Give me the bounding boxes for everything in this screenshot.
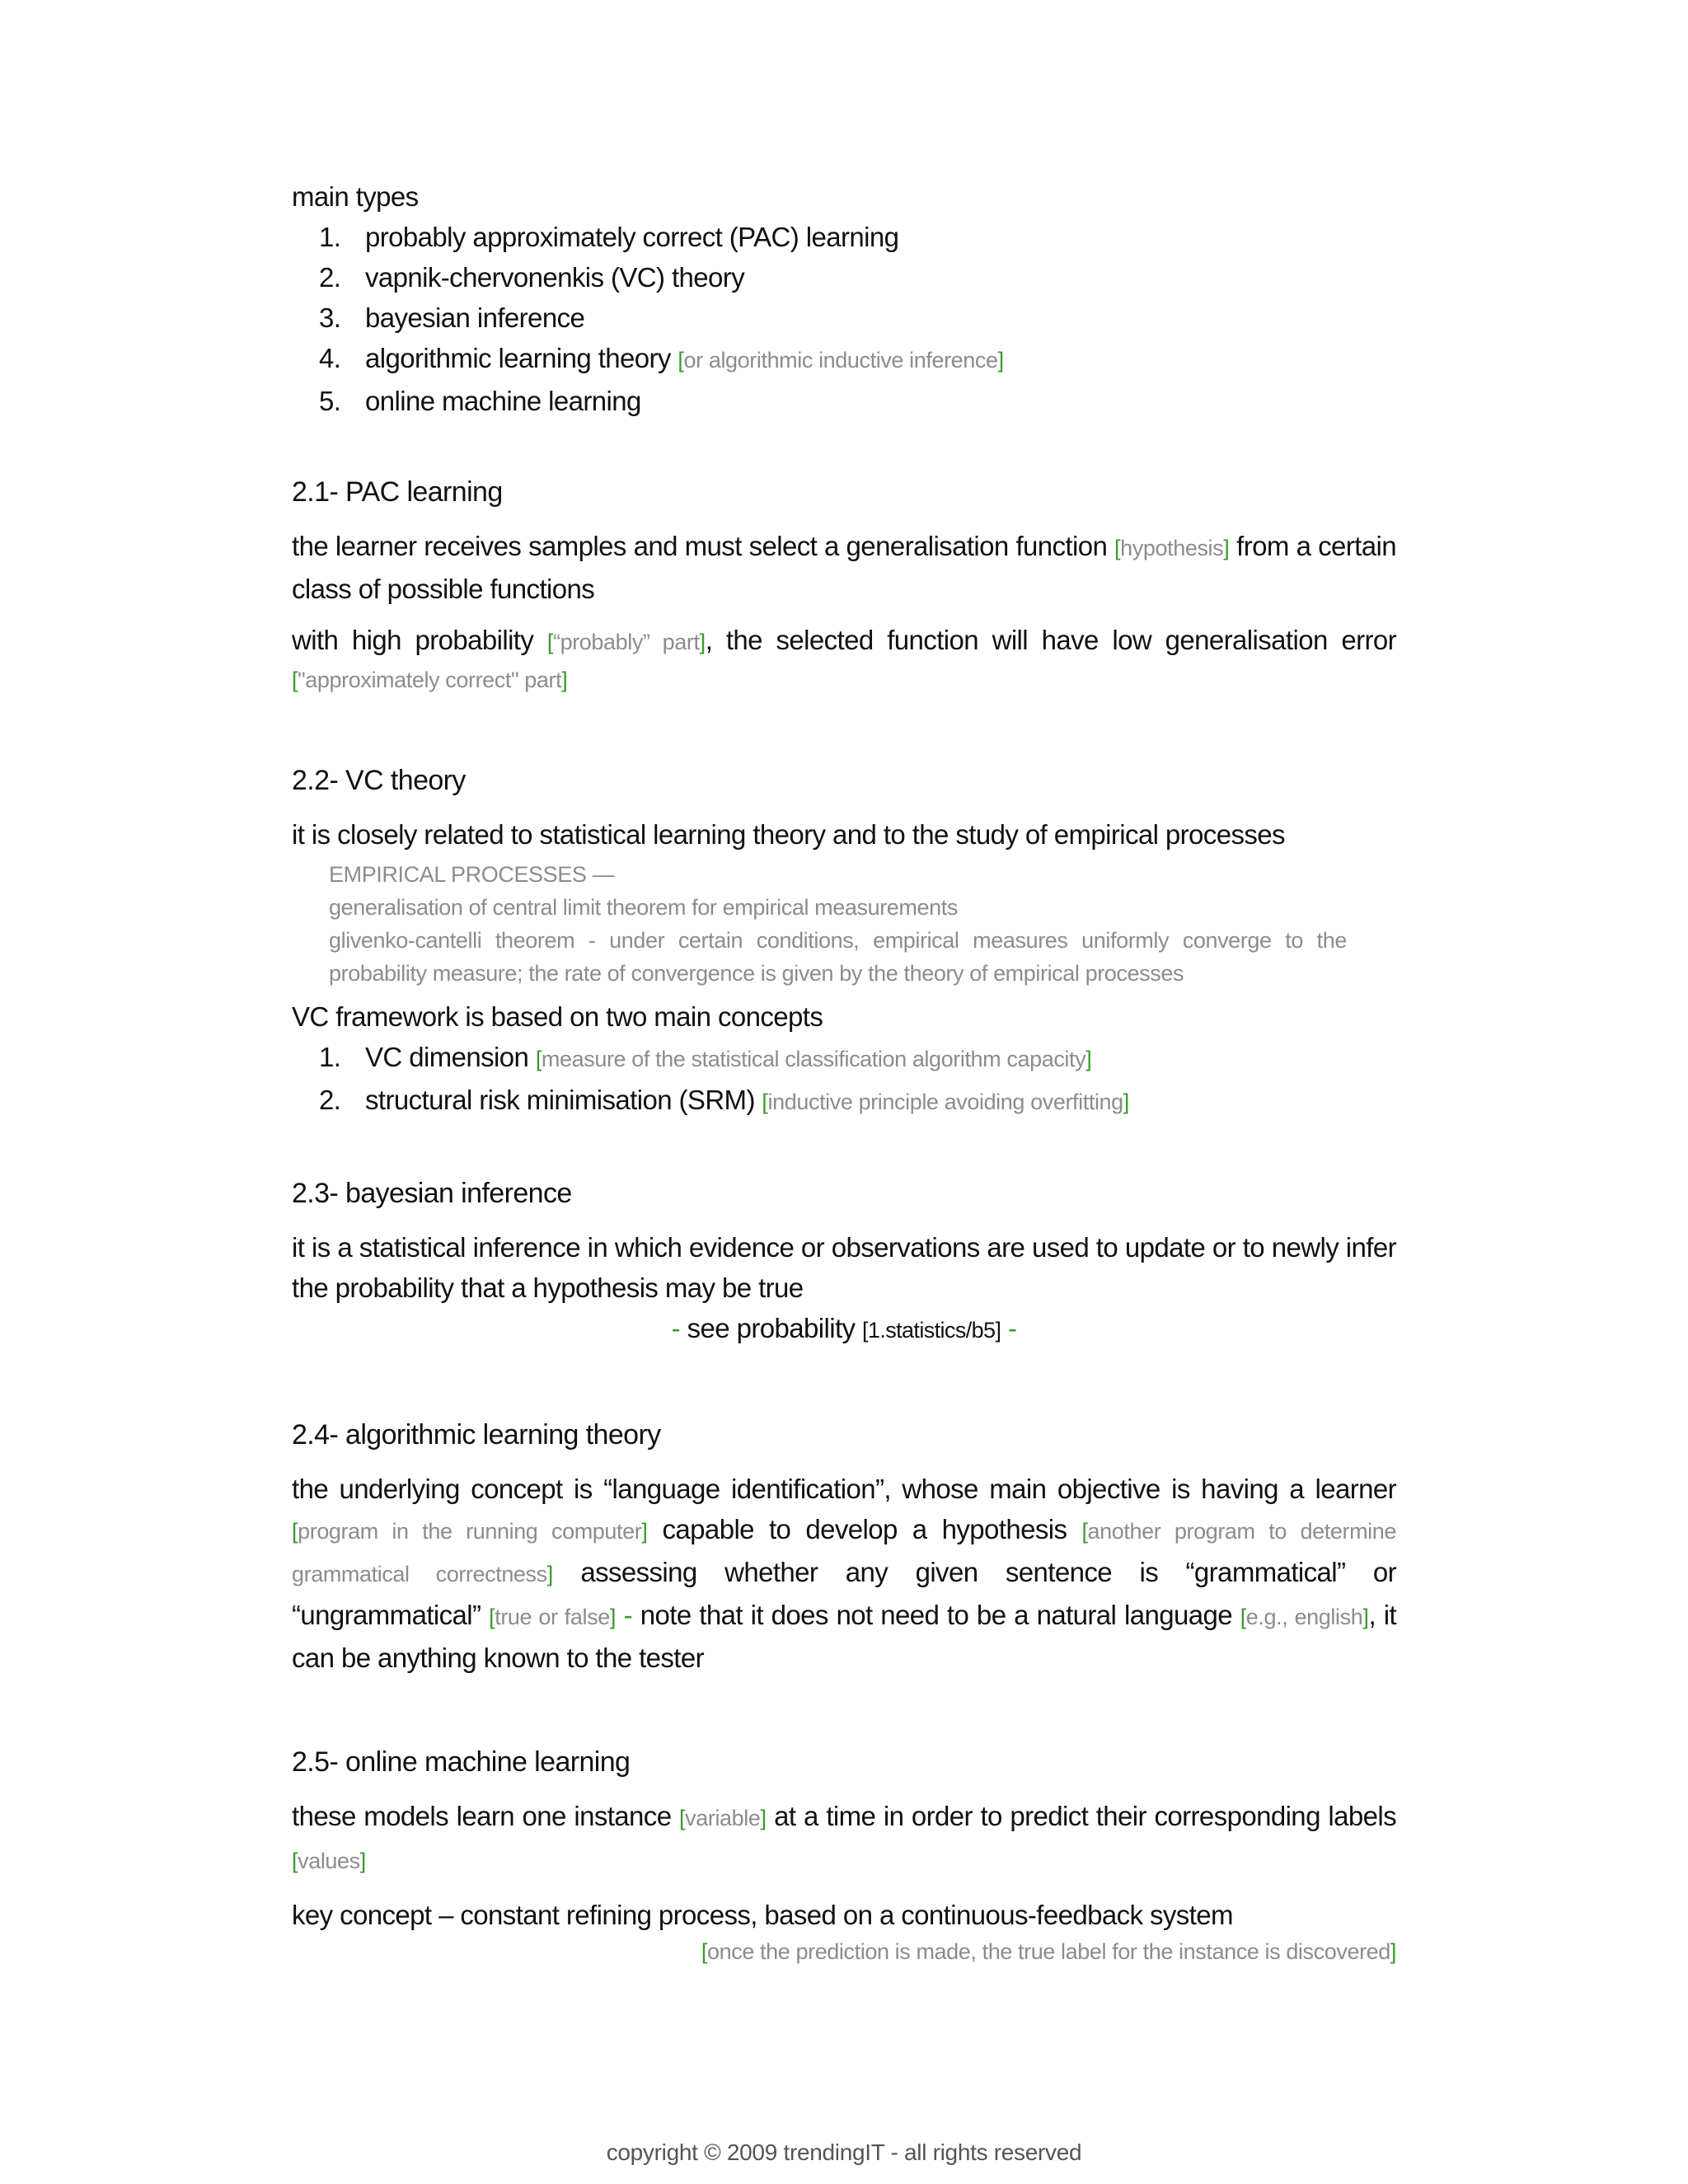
list-item: 2. structural risk minimisation (SRM) [inductive principle avoiding overfitting] — [319, 1085, 1129, 1115]
see-also-reference: - see probability [1.statistics/b5] - — [671, 1313, 1017, 1343]
paragraph: it is a statistical inference in which evidence or observations are used to update or to newly infer the probability that a hypothesis may be true — [292, 1232, 1396, 1303]
paragraph: the learner receives samples and must select a generalisation function [hypothesis] from a certain class of possible functions — [292, 531, 1396, 604]
bracket-note: [hypothesis] — [1114, 536, 1230, 560]
copyright-footer: copyright © 2009 trendingIT - all rights reserved — [606, 2139, 1082, 2165]
document-page — [292, 176, 1396, 1968]
bracket-note: [another program to determine grammatical correctness] — [292, 1519, 1396, 1586]
section-heading-algorithmic: 2.4- algorithmic learning theory — [292, 1419, 661, 1451]
paragraph: VC framework is based on two main concepts — [292, 1001, 823, 1032]
vc-concepts-list — [292, 1037, 1396, 1122]
list-item: 1. VC dimension [measure of the statistical classification algorithm capacity] — [319, 1042, 1092, 1072]
section-heading-pac: 2.1- PAC learning — [292, 476, 503, 508]
bracket-note: [variable] — [679, 1806, 767, 1830]
list-item: 4. algorithmic learning theory [or algorithmic inductive inference] — [319, 343, 1004, 373]
section-heading-bayesian: 2.3- bayesian inference — [292, 1178, 572, 1209]
paragraph: the underlying concept is “language identification”, whose main objective is having a learner [program in the running computer] capable to develop a hypothesis [another program to determine grammatical correctness] assessing whether any given sentence is “grammatical” or “ungrammatical” [true or false] - note that it does not need to be a natural language [e.g., english], it can be anything known to the tester — [292, 1474, 1396, 1673]
bracket-note: [measure of the statistical classification algorithm capacity] — [535, 1047, 1092, 1071]
list-item: 5. online machine learning — [319, 386, 641, 416]
bracket-note: [“probably” part] — [546, 630, 706, 654]
section-heading-vc: 2.2- VC theory — [292, 765, 466, 796]
list-item: 1. probably approximately correct (PAC) learning — [319, 222, 899, 252]
bracket-note: [program in the running computer] — [292, 1519, 648, 1544]
paragraph: these models learn one instance [variable] at a time in order to predict their corresponding labels [values] — [292, 1801, 1396, 1873]
main-types-list — [292, 217, 1396, 421]
bracket-note: [once the prediction is made, the true label for the instance is discovered] — [701, 1939, 1396, 1964]
bracket-note: [inductive principle avoiding overfitting] — [762, 1090, 1129, 1114]
empirical-processes-note: EMPIRICAL PROCESSES — generalisation of central limit theorem for empirical measurements glivenko-cantelli theorem - under certain conditions, empirical measures uniformly converge to the probability measure; the rate of convergence is given by the theory of empirical processes — [329, 862, 1347, 986]
paragraph: key concept – constant refining process, based on a continuous-feedback system — [292, 1900, 1233, 1930]
list-item: 2. vapnik-chervonenkis (VC) theory — [319, 262, 745, 293]
bracket-note: [e.g., english] — [1240, 1605, 1369, 1629]
bracket-note: [true or false] — [489, 1605, 616, 1629]
bracket-note: ["approximately correct" part] — [292, 668, 568, 692]
list-item: 3. bayesian inference — [319, 302, 585, 333]
bracket-note: [values] — [292, 1849, 366, 1873]
main-types-label: main types — [292, 181, 419, 212]
paragraph: it is closely related to statistical learning theory and to the study of empirical processes — [292, 819, 1285, 850]
bracket-note: [or algorithmic inductive inference] — [678, 348, 1004, 373]
paragraph: with high probability [“probably” part], the selected function will have low generalisation error ["approximately correct" part] — [292, 625, 1396, 692]
section-heading-online: 2.5- online machine learning — [292, 1746, 631, 1778]
